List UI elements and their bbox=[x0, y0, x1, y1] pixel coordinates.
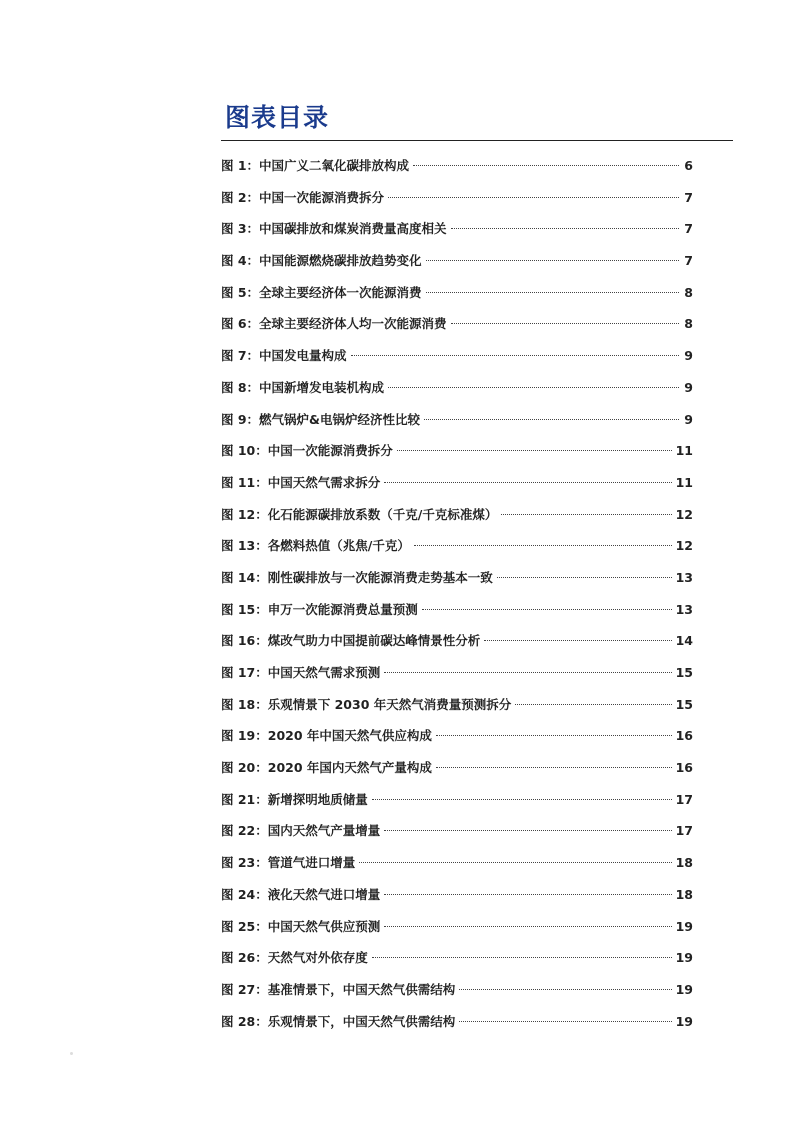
toc-entry-label[interactable]: 图 9：燃气锅炉&电锅炉经济性比较 bbox=[221, 411, 420, 427]
toc-entry-page-number: 19 bbox=[675, 950, 693, 966]
toc-entry-label[interactable]: 图 10：中国一次能源消费拆分 bbox=[221, 443, 393, 459]
toc-entry-label[interactable]: 图 2：中国一次能源消费拆分 bbox=[221, 189, 385, 205]
toc-entry[interactable] bbox=[221, 784, 693, 816]
toc-entry-page-number: 9 bbox=[684, 348, 693, 364]
toc-entry[interactable] bbox=[221, 340, 693, 372]
dot-leader bbox=[436, 735, 672, 736]
toc-entry[interactable] bbox=[221, 308, 693, 340]
toc-entry-page-number: 19 bbox=[675, 981, 693, 997]
figure-list bbox=[221, 150, 693, 1037]
toc-entry-label[interactable]: 图 17：中国天然气需求预测 bbox=[221, 665, 381, 680]
toc-entry[interactable] bbox=[221, 277, 693, 309]
toc-entry-page-number: 12 bbox=[675, 506, 693, 522]
toc-entry-page-number: 9 bbox=[684, 411, 693, 427]
dot-leader bbox=[422, 609, 672, 610]
dot-leader bbox=[497, 577, 672, 578]
toc-entry-page-number: 15 bbox=[675, 696, 693, 712]
toc-entry-page-number: 18 bbox=[675, 886, 693, 902]
toc-entry-page-number: 16 bbox=[675, 728, 693, 744]
dot-leader bbox=[384, 482, 671, 483]
toc-entry[interactable] bbox=[221, 404, 693, 436]
toc-entry-page-number: 19 bbox=[675, 918, 693, 934]
dot-leader bbox=[426, 292, 679, 293]
toc-entry-page-number: 17 bbox=[675, 823, 693, 839]
toc-entry-page-number: 8 bbox=[684, 284, 693, 300]
toc-entry-page-number: 8 bbox=[684, 316, 693, 332]
toc-entry-page-number: 13 bbox=[675, 569, 693, 585]
toc-entry-page-number: 17 bbox=[675, 791, 693, 807]
dot-leader bbox=[451, 323, 679, 324]
toc-entry-label[interactable]: 图 3：中国碳排放和煤炭消费量高度相关 bbox=[221, 221, 447, 237]
toc-entry-label[interactable]: 图 26：天然气对外依存度 bbox=[221, 950, 368, 966]
toc-entry-page-number: 19 bbox=[675, 1013, 693, 1029]
toc-entry[interactable] bbox=[221, 689, 693, 721]
toc-entry-label[interactable]: 图 11：中国天然气需求拆分 bbox=[221, 474, 381, 490]
dot-leader bbox=[424, 419, 679, 420]
dot-leader bbox=[388, 387, 679, 388]
toc-entry[interactable] bbox=[221, 974, 693, 1006]
toc-entry-label[interactable]: 图 14：刚性碳排放与一次能源消费走势基本一致 bbox=[221, 569, 493, 585]
toc-entry[interactable] bbox=[221, 720, 693, 752]
toc-entry-label[interactable]: 图 16：煤改气助力中国提前碳达峰情景性分析 bbox=[221, 633, 481, 649]
toc-entry-label[interactable]: 图 23：管道气进口增量 bbox=[221, 855, 356, 871]
toc-entry-page-number: 9 bbox=[684, 379, 693, 395]
toc-entry-page-number: 12 bbox=[675, 538, 693, 554]
dot-leader bbox=[436, 767, 672, 768]
toc-entry[interactable] bbox=[221, 245, 693, 277]
toc-entry-label[interactable]: 图 24：液化天然气进口增量 bbox=[221, 886, 381, 902]
toc-entry[interactable] bbox=[221, 499, 693, 531]
dot-leader bbox=[501, 514, 671, 515]
toc-entry[interactable] bbox=[221, 815, 693, 847]
dot-leader bbox=[388, 197, 679, 198]
toc-entry-label[interactable]: 图 13：各燃料热值（兆焦/千克） bbox=[221, 538, 410, 554]
toc-entry-page-number: 7 bbox=[684, 221, 693, 237]
toc-entry-page-number: 13 bbox=[675, 601, 693, 617]
toc-entry[interactable] bbox=[221, 562, 693, 594]
toc-entry-label[interactable]: 图 8：中国新增发电装机构成 bbox=[221, 379, 385, 395]
dot-leader bbox=[351, 355, 679, 356]
toc-entry-label[interactable]: 图 7：中国发电量构成 bbox=[221, 348, 347, 364]
toc-entry-page-number: 7 bbox=[684, 189, 693, 205]
toc-entry-page-number: 18 bbox=[675, 855, 693, 871]
toc-entry-page-number: 14 bbox=[675, 633, 693, 649]
dot-leader bbox=[384, 672, 671, 673]
toc-entry[interactable] bbox=[221, 847, 693, 879]
toc-entry-label[interactable]: 图 1：中国广义二氧化碳排放构成 bbox=[221, 158, 410, 173]
toc-entry-label[interactable]: 图 4：中国能源燃烧碳排放趋势变化 bbox=[221, 253, 422, 269]
toc-entry[interactable] bbox=[221, 1006, 693, 1038]
toc-entry-page-number: 15 bbox=[675, 665, 693, 680]
dot-leader bbox=[384, 830, 671, 831]
title-underline bbox=[221, 140, 733, 141]
dot-leader bbox=[484, 640, 671, 641]
toc-entry[interactable] bbox=[221, 879, 693, 911]
dot-leader bbox=[384, 894, 671, 895]
toc-entry[interactable] bbox=[221, 752, 693, 784]
toc-entry-label[interactable]: 图 6：全球主要经济体人均一次能源消费 bbox=[221, 316, 447, 332]
toc-entry-label[interactable]: 图 22：国内天然气产量增量 bbox=[221, 823, 381, 839]
toc-entry[interactable] bbox=[221, 911, 693, 943]
toc-entry[interactable] bbox=[221, 625, 693, 657]
dot-leader bbox=[397, 450, 672, 451]
toc-entry[interactable] bbox=[221, 150, 693, 182]
toc-entry-page-number: 11 bbox=[675, 474, 693, 490]
dot-leader bbox=[413, 165, 679, 166]
toc-entry-label[interactable]: 图 12：化石能源碳排放系数（千克/千克标准煤） bbox=[221, 506, 498, 522]
dot-leader bbox=[515, 704, 671, 705]
toc-entry-page-number: 6 bbox=[684, 158, 693, 173]
dot-leader bbox=[459, 989, 671, 990]
toc-entry[interactable] bbox=[221, 372, 693, 404]
toc-entry-page-number: 16 bbox=[675, 760, 693, 776]
dot-leader bbox=[359, 862, 671, 863]
toc-entry-label[interactable]: 图 25：中国天然气供应预测 bbox=[221, 918, 381, 934]
toc-entry[interactable] bbox=[221, 942, 693, 974]
toc-entry[interactable] bbox=[221, 594, 693, 626]
page-title: 图表目录 bbox=[225, 103, 330, 132]
toc-entry[interactable] bbox=[221, 467, 693, 499]
dot-leader bbox=[372, 957, 672, 958]
page-mark bbox=[70, 1052, 73, 1055]
toc-entry-page-number: 7 bbox=[684, 253, 693, 269]
dot-leader bbox=[372, 799, 672, 800]
dot-leader bbox=[414, 545, 672, 546]
toc-entry[interactable] bbox=[221, 435, 693, 467]
dot-leader bbox=[451, 228, 679, 229]
toc-entry-label[interactable]: 图 5：全球主要经济体一次能源消费 bbox=[221, 284, 422, 300]
dot-leader bbox=[426, 260, 679, 261]
toc-entry-label[interactable]: 图 27：基准情景下，中国天然气供需结构 bbox=[221, 981, 456, 997]
toc-entry[interactable] bbox=[221, 657, 693, 689]
toc-entry-label[interactable]: 图 19：2020 年中国天然气供应构成 bbox=[221, 728, 432, 744]
toc-entry-label[interactable]: 图 18：乐观情景下 2030 年天然气消费量预测拆分 bbox=[221, 696, 512, 712]
dot-leader bbox=[459, 1021, 671, 1022]
toc-entry-page-number: 11 bbox=[675, 443, 693, 459]
dot-leader bbox=[384, 926, 671, 927]
toc-entry[interactable] bbox=[221, 213, 693, 245]
toc-entry-label[interactable]: 图 28：乐观情景下，中国天然气供需结构 bbox=[221, 1013, 456, 1029]
toc-entry-label[interactable]: 图 20：2020 年国内天然气产量构成 bbox=[221, 760, 432, 776]
toc-entry-label[interactable]: 图 21：新增探明地质储量 bbox=[221, 791, 368, 807]
toc-entry[interactable] bbox=[221, 182, 693, 214]
toc-entry-label[interactable]: 图 15：申万一次能源消费总量预测 bbox=[221, 601, 418, 617]
toc-entry[interactable] bbox=[221, 530, 693, 562]
